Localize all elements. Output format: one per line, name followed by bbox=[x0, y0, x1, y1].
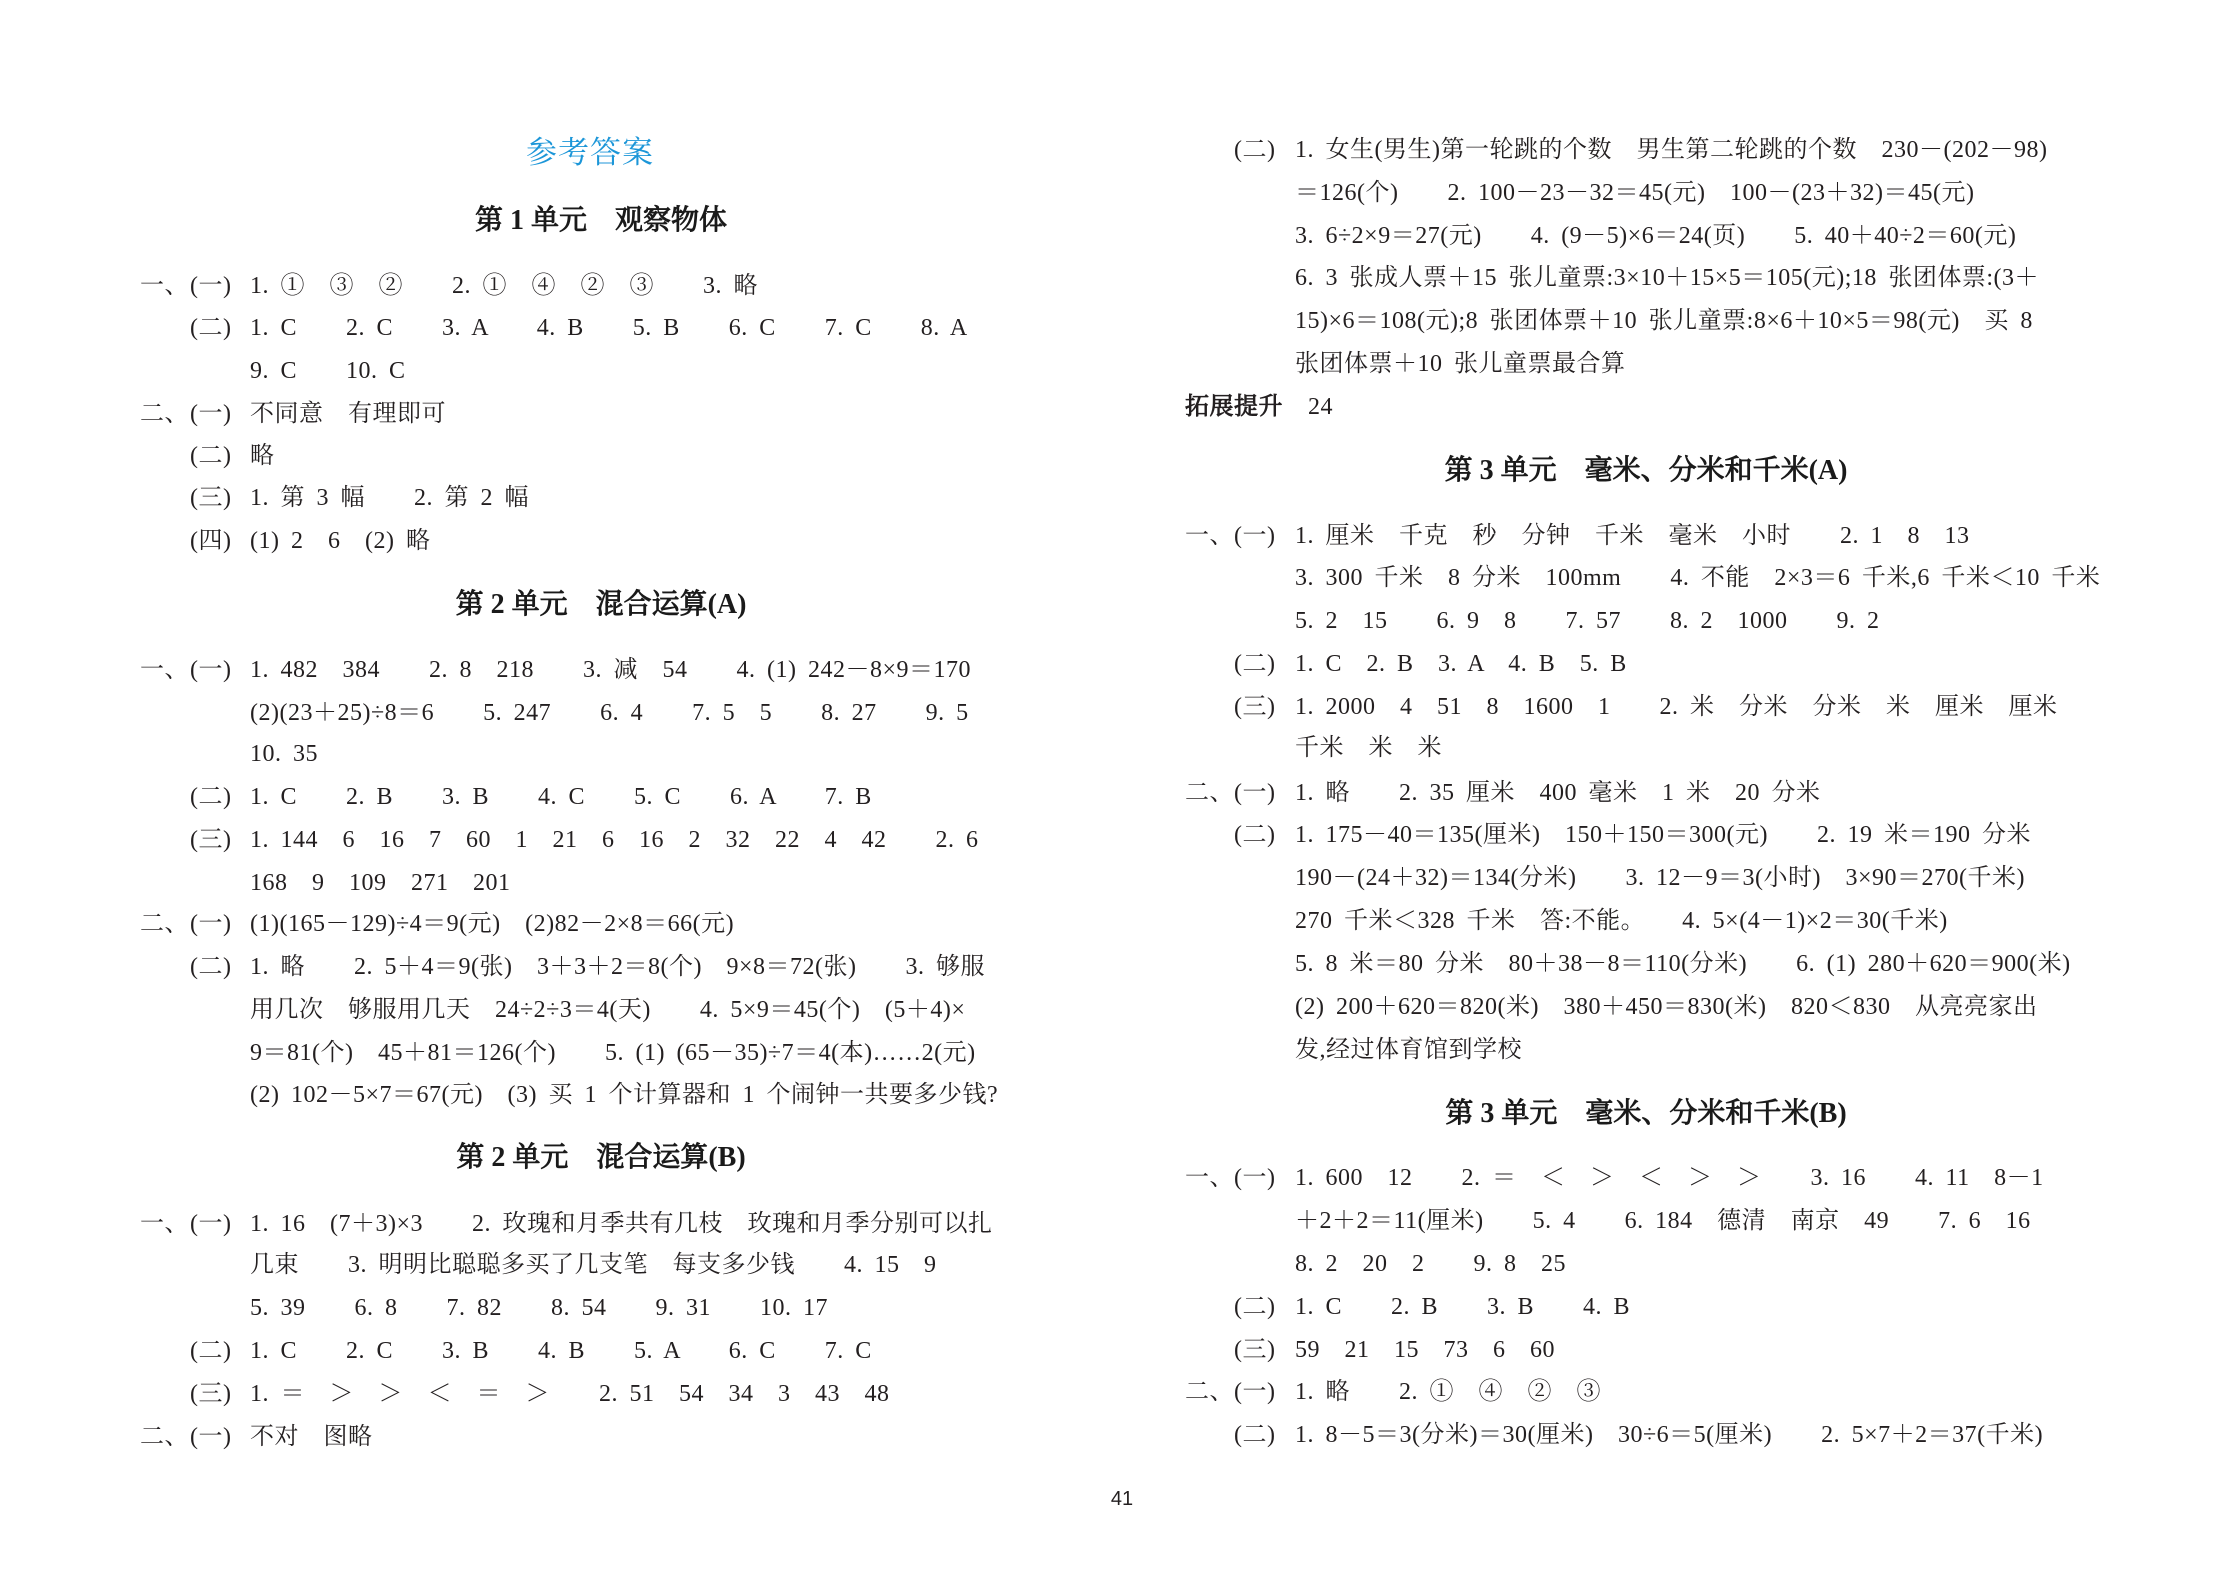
answer-text: 1. 2000 4 51 8 1600 1 2. 米 分米 分米 米 厘米 厘米 bbox=[1295, 694, 2058, 720]
subsection-label: (一) bbox=[190, 1424, 232, 1450]
answer-text: 不对 图略 bbox=[250, 1424, 373, 1450]
answer-line bbox=[0, 1247, 2220, 1281]
answer-line bbox=[0, 561, 2220, 595]
answer-text: 1. 略 2. ① ④ ② ③ bbox=[1295, 1379, 1601, 1405]
answer-line bbox=[0, 690, 2220, 724]
section-label: 二、 bbox=[140, 1424, 189, 1450]
subsection-label: (一) bbox=[1234, 1165, 1276, 1191]
answer-line bbox=[0, 647, 2220, 681]
answer-text: 1. 略 2. 35 厘米 400 毫米 1 米 20 分米 bbox=[1295, 780, 1821, 806]
subsection-label: (二) bbox=[190, 954, 232, 980]
subsection-label: (一) bbox=[1234, 1379, 1276, 1405]
answer-text: 5. 39 6. 8 7. 82 8. 54 9. 31 10. 17 bbox=[250, 1295, 828, 1321]
answer-text: 5. 2 15 6. 9 8 7. 57 8. 2 1000 9. 2 bbox=[1295, 608, 1880, 634]
answer-text: 1. 144 6 16 7 60 1 21 6 16 2 32 22 4 42 2. 6 bbox=[250, 827, 979, 853]
subsection-label: (二) bbox=[190, 1338, 232, 1364]
answer-line bbox=[0, 904, 2220, 938]
answer-text: ＋2＋2＝11(厘米) 5. 4 6. 184 德清 南京 49 7. 6 16 bbox=[1295, 1208, 2031, 1234]
subsection-label: (二) bbox=[1234, 651, 1276, 677]
answer-text: 5. 8 米＝80 分米 80＋38－8＝110(分米) 6. (1) 280＋620＝900(米) bbox=[1295, 951, 2071, 977]
subsection-label: (三) bbox=[190, 485, 232, 511]
answer-text: 1. ＝ ＞ ＞ ＜ ＝ ＞ 2. 51 54 34 3 43 48 bbox=[250, 1381, 890, 1407]
unit-heading: 第 2 单元 混合运算(B) bbox=[456, 1142, 746, 1173]
subsection-label: (一) bbox=[190, 657, 232, 683]
answer-text: 发,经过体育馆到学校 bbox=[1295, 1037, 1522, 1063]
answer-text: 1. ① ③ ② 2. ① ④ ② ③ 3. 略 bbox=[250, 273, 758, 299]
answer-line bbox=[0, 990, 2220, 1024]
section-label: 二、 bbox=[1185, 1379, 1234, 1405]
extension-answer: 24 bbox=[1308, 394, 1333, 420]
page-title: 参考答案 bbox=[526, 135, 654, 170]
section-label: 二、 bbox=[140, 401, 189, 427]
answer-text: 1. 16 (7＋3)×3 2. 玫瑰和月季共有几枝 玫瑰和月季分别可以扎 bbox=[250, 1211, 993, 1237]
answer-text: 6. 3 张成人票＋15 张儿童票:3×10＋15×5＝105(元);18 张团体票:(3＋ bbox=[1295, 265, 2040, 291]
answer-line bbox=[0, 947, 2220, 981]
answer-line bbox=[0, 1375, 2220, 1409]
subsection-label: (二) bbox=[1234, 1294, 1276, 1320]
subsection-label: (一) bbox=[1234, 523, 1276, 549]
subsection-label: (二) bbox=[1234, 1422, 1276, 1448]
answer-line bbox=[0, 176, 2220, 210]
answer-text: 8. 2 20 2 9. 8 25 bbox=[1295, 1251, 1566, 1277]
answer-text: (2) 102－5×7＝67(元) (3) 买 1 个计算器和 1 个闹钟一共要多少钱? bbox=[250, 1082, 999, 1108]
subsection-label: (三) bbox=[190, 1381, 232, 1407]
subsection-label: (一) bbox=[190, 1211, 232, 1237]
answer-line bbox=[0, 861, 2220, 895]
answer-text: 9. C 10. C bbox=[250, 358, 406, 384]
answer-text: 略 bbox=[250, 443, 275, 469]
subsection-label: (一) bbox=[190, 273, 232, 299]
subsection-label: (二) bbox=[190, 784, 232, 810]
answer-line bbox=[0, 1333, 2220, 1367]
section-label: 一、 bbox=[1185, 1165, 1234, 1191]
answer-text: 270 千米＜328 千米 答:不能。 4. 5×(4－1)×2＝30(千米) bbox=[1295, 908, 1948, 934]
section-label: 二、 bbox=[140, 911, 189, 937]
extension-line bbox=[0, 390, 2220, 424]
unit-heading: 第 3 单元 毫米、分米和千米(A) bbox=[1444, 455, 1848, 486]
answer-text: 1. C 2. B 3. B 4. B bbox=[1295, 1294, 1631, 1320]
answer-text: 1. C 2. B 3. A 4. B 5. B bbox=[1295, 651, 1627, 677]
answer-text: 1. 第 3 幅 2. 第 2 幅 bbox=[250, 485, 529, 511]
answer-line bbox=[0, 776, 2220, 810]
answer-line bbox=[0, 347, 2220, 381]
answer-text: 几束 3. 明明比聪聪多买了几支笔 每支多少钱 4. 15 9 bbox=[250, 1252, 937, 1278]
answer-line bbox=[0, 1161, 2220, 1195]
answer-line bbox=[0, 1204, 2220, 1238]
page-number: 41 bbox=[1110, 1488, 1134, 1510]
answer-text: 1. 女生(男生)第一轮跳的个数 男生第二轮跳的个数 230－(202－98) bbox=[1295, 137, 2048, 163]
answer-line bbox=[0, 818, 2220, 852]
extension-label: 拓展提升 bbox=[1185, 394, 1283, 420]
subsection-label: (四) bbox=[190, 528, 232, 554]
subsection-label: (三) bbox=[1234, 694, 1276, 720]
answer-text: 1. 482 384 2. 8 218 3. 减 54 4. (1) 242－8×9＝170 bbox=[250, 657, 972, 683]
answer-line bbox=[0, 1033, 2220, 1067]
answer-text: 168 9 109 271 201 bbox=[250, 870, 511, 896]
answer-text: (2) 200＋620＝820(米) 380＋450＝830(米) 820＜830 从亮亮家出 bbox=[1295, 994, 2038, 1020]
answer-line bbox=[0, 133, 2220, 167]
answer-text: (1)(165－129)÷4＝9(元) (2)82－2×8＝66(元) bbox=[250, 911, 735, 937]
answer-line bbox=[0, 604, 2220, 638]
answer-text: 190－(24＋32)＝134(分米) 3. 12－9＝3(小时) 3×90＝270(千米) bbox=[1295, 865, 2025, 891]
subsection-label: (一) bbox=[190, 401, 232, 427]
answer-text: 1. 175－40＝135(厘米) 150＋150＝300(元) 2. 19 米＝190 分米 bbox=[1295, 822, 2031, 848]
answer-line bbox=[0, 731, 2220, 765]
answer-line bbox=[0, 261, 2220, 295]
answer-line bbox=[0, 519, 2220, 553]
answer-text: 10. 35 bbox=[250, 741, 318, 767]
section-label: 一、 bbox=[140, 657, 189, 683]
answer-text: 1. 600 12 2. ＝ ＜ ＞ ＜ ＞ ＞ 3. 16 4. 11 8－1 bbox=[1295, 1165, 2044, 1191]
subsection-label: (三) bbox=[190, 827, 232, 853]
answer-text: ＝126(个) 2. 100－23－32＝45(元) 100－(23＋32)＝45(元) bbox=[1295, 180, 1975, 206]
answer-text: 1. 略 2. 5＋4＝9(张) 3＋3＋2＝8(个) 9×8＝72(张) 3. 够服 bbox=[250, 954, 985, 980]
unit-heading: 第 2 单元 混合运算(A) bbox=[455, 589, 747, 620]
answer-line bbox=[0, 1418, 2220, 1452]
subsection-label: (三) bbox=[1234, 1337, 1276, 1363]
answer-text: 千米 米 米 bbox=[1295, 735, 1442, 761]
unit-heading: 第 3 单元 毫米、分米和千米(B) bbox=[1445, 1098, 1847, 1129]
section-label: 二、 bbox=[1185, 780, 1234, 806]
answer-text: 不同意 有理即可 bbox=[250, 401, 446, 427]
answer-text: 1. C 2. C 3. B 4. B 5. A 6. C 7. C bbox=[250, 1338, 872, 1364]
answer-text: 3. 6÷2×9＝27(元) 4. (9－5)×6＝24(页) 5. 40＋40÷2＝60(元) bbox=[1295, 223, 2017, 249]
answer-line bbox=[0, 219, 2220, 253]
answer-text: 3. 300 千米 8 分米 100mm 4. 不能 2×3＝6 千米,6 千米＜10 千米 bbox=[1295, 565, 2101, 591]
section-label: 一、 bbox=[140, 273, 189, 299]
unit-heading: 第 1 单元 观察物体 bbox=[474, 205, 727, 236]
answer-text: 1. 厘米 千克 秒 分钟 千米 毫米 小时 2. 1 8 13 bbox=[1295, 523, 1970, 549]
answer-text: 1. 8－5＝3(分米)＝30(厘米) 30÷6＝5(厘米) 2. 5×7＋2＝37(千米) bbox=[1295, 1422, 2044, 1448]
subsection-label: (二) bbox=[1234, 822, 1276, 848]
subsection-label: (二) bbox=[190, 315, 232, 341]
answer-text: 张团体票＋10 张儿童票最合算 bbox=[1295, 351, 1626, 377]
answer-text: 9＝81(个) 45＋81＝126(个) 5. (1) (65－35)÷7＝4(本)……2(元) bbox=[250, 1040, 976, 1066]
answer-text: (1) 2 6 (2) 略 bbox=[250, 528, 431, 554]
answer-line bbox=[0, 304, 2220, 338]
answer-text: 用几次 够服用几天 24÷2÷3＝4(天) 4. 5×9＝45(个) (5＋4)× bbox=[250, 997, 966, 1023]
answer-line bbox=[0, 1290, 2220, 1324]
subsection-label: (二) bbox=[1234, 137, 1276, 163]
answer-text: 1. C 2. C 3. A 4. B 5. B 6. C 7. C 8. A bbox=[250, 315, 968, 341]
section-label: 一、 bbox=[1185, 523, 1234, 549]
subsection-label: (二) bbox=[190, 443, 232, 469]
answer-text: 15)×6＝108(元);8 张团体票＋10 张儿童票:8×6＋10×5＝98(元) 买 8 bbox=[1295, 308, 2033, 334]
answer-text: 59 21 15 73 6 60 bbox=[1295, 1337, 1555, 1363]
section-label: 一、 bbox=[140, 1211, 189, 1237]
subsection-label: (一) bbox=[190, 911, 232, 937]
answer-text: (2)(23＋25)÷8＝6 5. 247 6. 4 7. 5 5 8. 27 9. 5 bbox=[250, 700, 969, 726]
subsection-label: (一) bbox=[1234, 780, 1276, 806]
answer-text: 1. C 2. B 3. B 4. C 5. C 6. A 7. B bbox=[250, 784, 872, 810]
